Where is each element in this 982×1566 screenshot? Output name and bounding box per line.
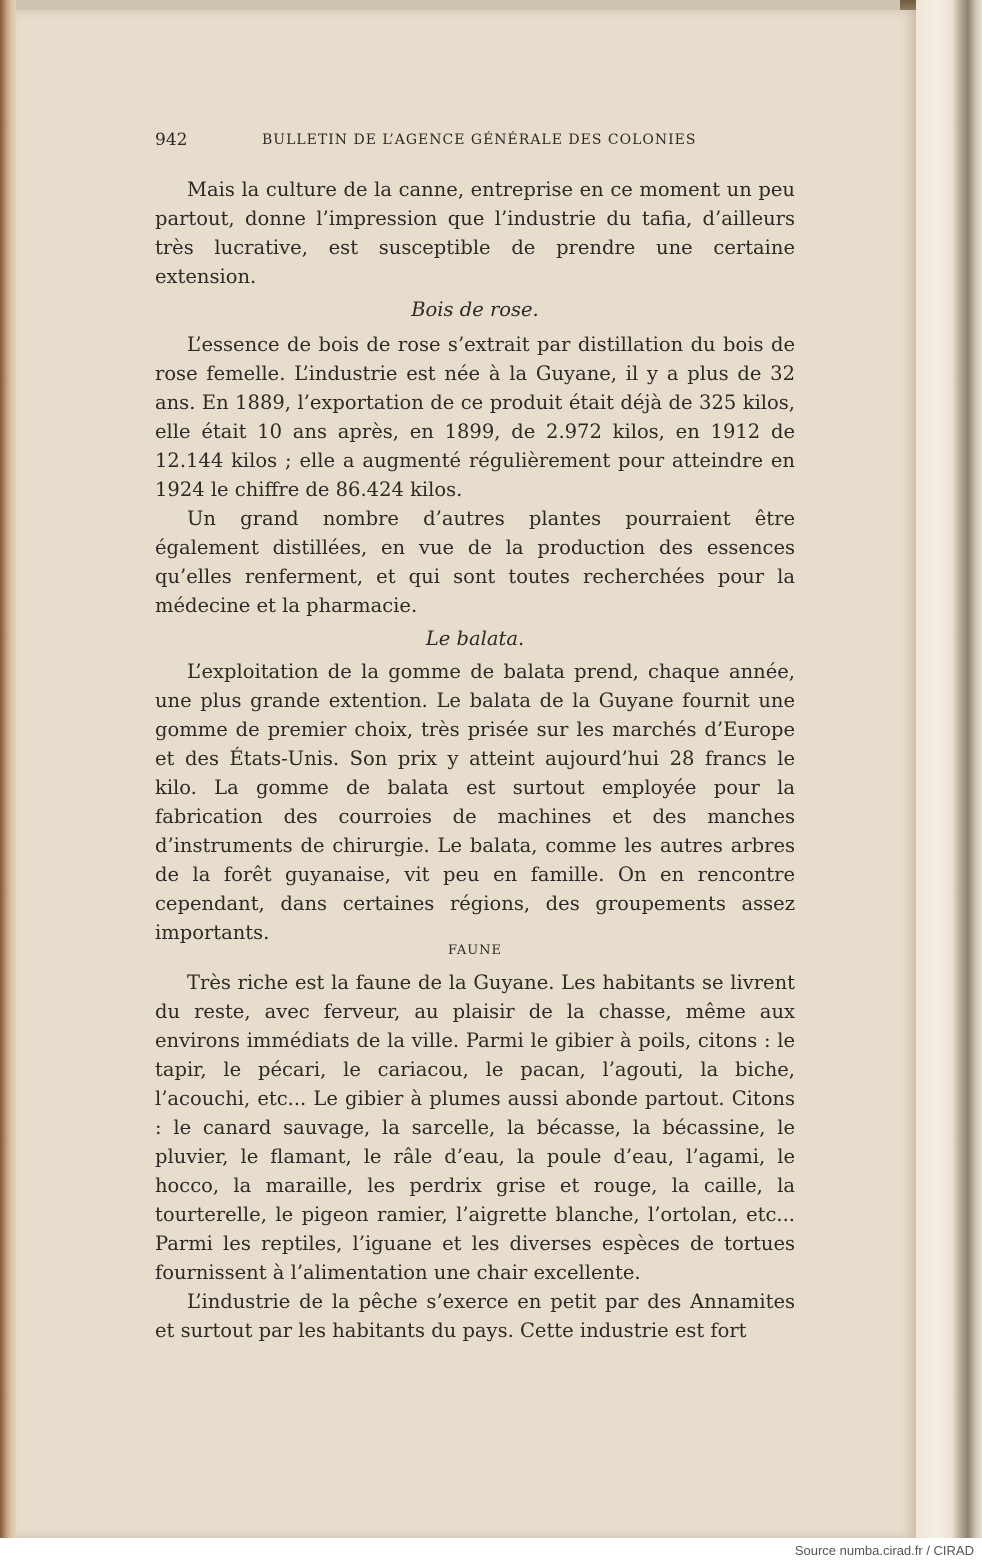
- paragraph-tafia: Mais la culture de la canne, entreprise en ce moment un peu partout, donne l’impression que l’industrie du tafia, d’ailleurs très lucrative, est susceptible de prendre une certaine extension.: [155, 178, 795, 288]
- heading-faune: FAUNE: [447, 943, 503, 958]
- heading-balata: Le balata.: [425, 627, 525, 650]
- paragraph-bois-de-rose: L’essence de bois de rose s’extrait par distillation du bois de rose femelle. L’industrie est née à la Guyane, il y a plus de 32 ans. En 1889, l’exportation de ce produit était déjà de 325 kilos, elle était 10 ans après, en 1899, de 2.972 kilos, en 1912 de 12.144 kilos ; elle a augmenté régulièrement pour atteindre en 1924 le chiffre de 86.424 kilos.: [155, 333, 795, 501]
- paragraph-faune: Très riche est la faune de la Guyane. Les habitants se livrent du reste, avec ferveur, au plaisir de la chasse, même aux environs immédiats de la ville. Parmi le gibier à poils, citons : le tapir, le pécari, le cariacou, le pacan, l’agouti, la biche, l’acouchi, etc... Le gibier à plumes aussi abonde partout. Citons : le canard sauvage, la sarcelle, la bécasse, la bécassine, le pluvier, le flamant, le râle d’eau, la poule d’eau, l’agami, le hocco, la maraille, les perdrix grise et rouge, la caille, la tourterelle, le pigeon ramier, l’aigrette blanche, l’ortolan, etc... Parmi les reptiles, l’iguane et les diverses espèces de tortues fournissent à l’alimentation une chair excellente.: [155, 971, 795, 1284]
- source-credit: Source numba.cirad.fr / CIRAD: [794, 1543, 974, 1558]
- paragraph-autres-plantes: Un grand nombre d’autres plantes pourraient être également distillées, en vue de la production des essences qu’elles renferment, et qui sont toutes recherchées pour la médecine et la pharmacie.: [155, 507, 795, 617]
- page-stack-edge: [916, 0, 982, 1538]
- heading-bois-de-rose: Bois de rose.: [411, 298, 539, 321]
- running-title: BULLETIN DE L’AGENCE GÉNÉRALE DES COLONIES: [262, 132, 697, 148]
- paragraph-balata: L’exploitation de la gomme de balata prend, chaque année, une plus grande extention. Le balata de la Guyane fournit une gomme de premier choix, très prisée sur les marchés d’Europe et des États-Unis. Son prix y atteint aujourd’hui 28 francs le kilo. La gomme de balata est surtout employée pour la fabrication des courroies de machines et des manches d’instruments de chirurgie. Le balata, comme les autres arbres de la forêt guyanaise, vit peu en famille. On en rencontre cependant, dans certaines régions, des groupements assez importants.: [155, 660, 795, 944]
- page-left-edge: [0, 0, 16, 1538]
- paragraph-peche: L’industrie de la pêche s’exerce en petit par des Annamites et surtout par les habitants du pays. Cette industrie est fort: [155, 1290, 795, 1342]
- page-number: 942: [155, 130, 188, 150]
- body-text: [155, 175, 795, 1345]
